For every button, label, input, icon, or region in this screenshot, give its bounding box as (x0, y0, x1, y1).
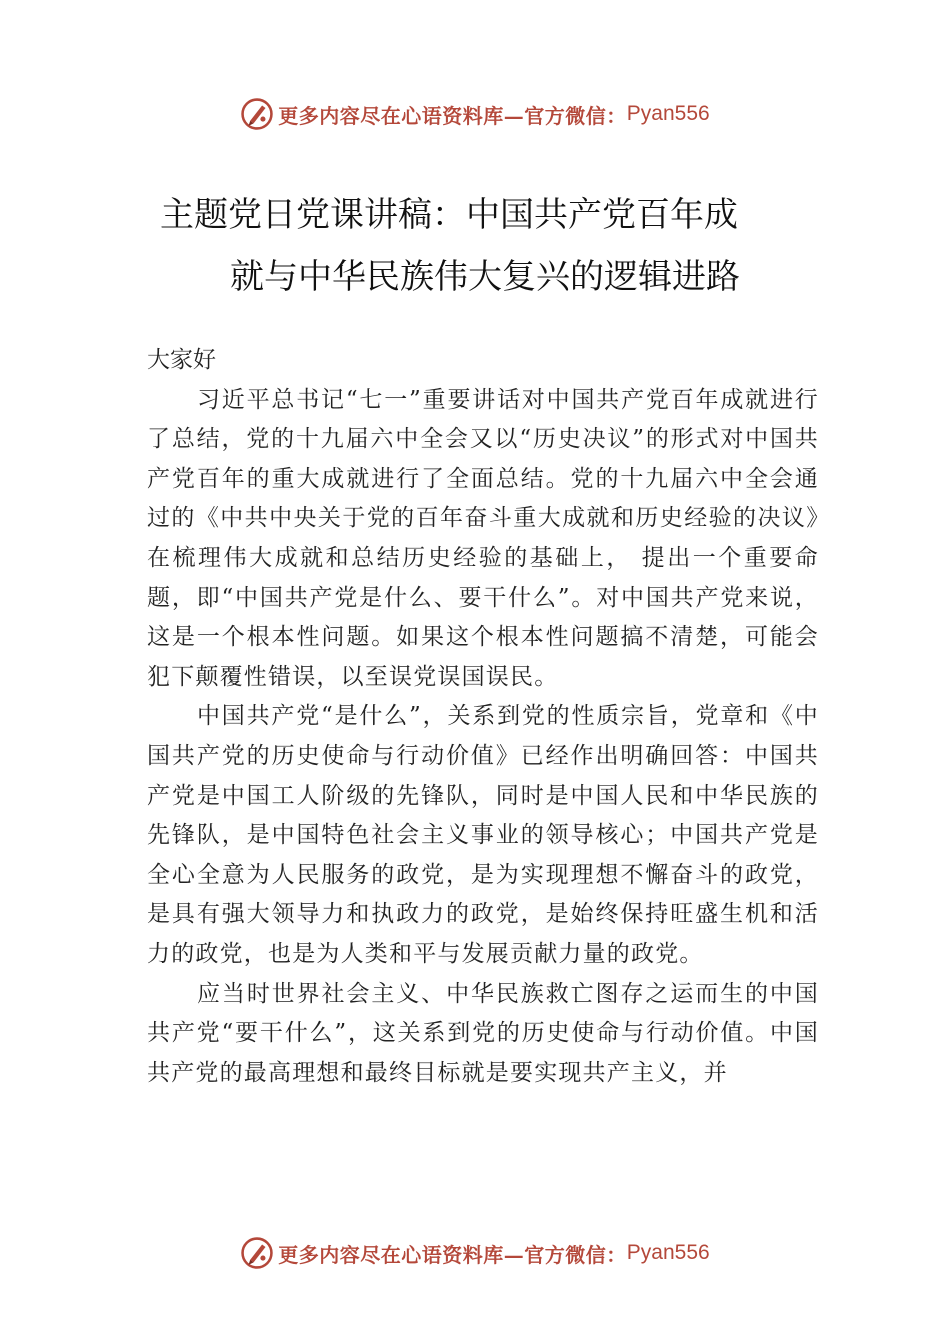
footer-banner (0, 1233, 950, 1273)
document-body (147, 341, 819, 1093)
title-line-1: 主题党日党课讲稿：中国共产党百年成 (160, 195, 738, 235)
pen-circle-logo-icon (240, 97, 274, 131)
banner-text: 更多内容尽在心语资料库—官方微信： (278, 1242, 627, 1267)
paragraph-3: 应当时世界社会主义、中华民族救亡图存之运而生的中国共产党“要干什么”，这关系到党的历史使命与行动价值。中国共产党的最高理想和最终目标就是要实现共产主义，并 (147, 980, 819, 1086)
pen-circle-logo-icon (240, 1236, 274, 1270)
banner-text: 更多内容尽在心语资料库—官方微信： (278, 103, 627, 128)
greeting: 大家好 (147, 347, 216, 373)
document-title (0, 184, 950, 308)
title-line-2: 就与中华民族伟大复兴的逻辑进路 (230, 257, 740, 297)
paragraph-2: 中国共产党“是什么”，关系到党的性质宗旨，党章和《中国共产党的历史使命与行动价值》已经作出明确回答：中国共产党是中国工人阶级的先锋队，同时是中国人民和中华民族的先锋队，是中国特色社会主义事业的领导核心；中国共产党是全心全意为人民服务的政党，是为实现理想不懈奋斗的政党，是具有强大领导力和执政力的政党，是始终保持旺盛生机和活力的政党，也是为人类和平与发展贡献力量的政党。 (147, 703, 819, 967)
header-banner (0, 94, 950, 134)
banner-wechat-id: Pyan556 (626, 102, 710, 125)
paragraph-1: 习近平总书记“七一”重要讲话对中国共产党百年成就进行了总结，党的十九届六中全会又以“历史决议”的形式对中国共产党百年的重大成就进行了全面总结。党的十九届六中全会通过的《中共中央关于党的百年奋斗重大成就和历史经验的决议》在梳理伟大成就和总结历史经验的基础上， 提出一个重要命题，即“中国共产党是什么、要干什么”。对中国共产党来说，这是一个根本性问题。如果这个根本性问题搞不清楚，可能会犯下颠覆性错误，以至误党误国误民。 (147, 386, 819, 690)
banner-wechat-id: Pyan556 (626, 1241, 710, 1264)
